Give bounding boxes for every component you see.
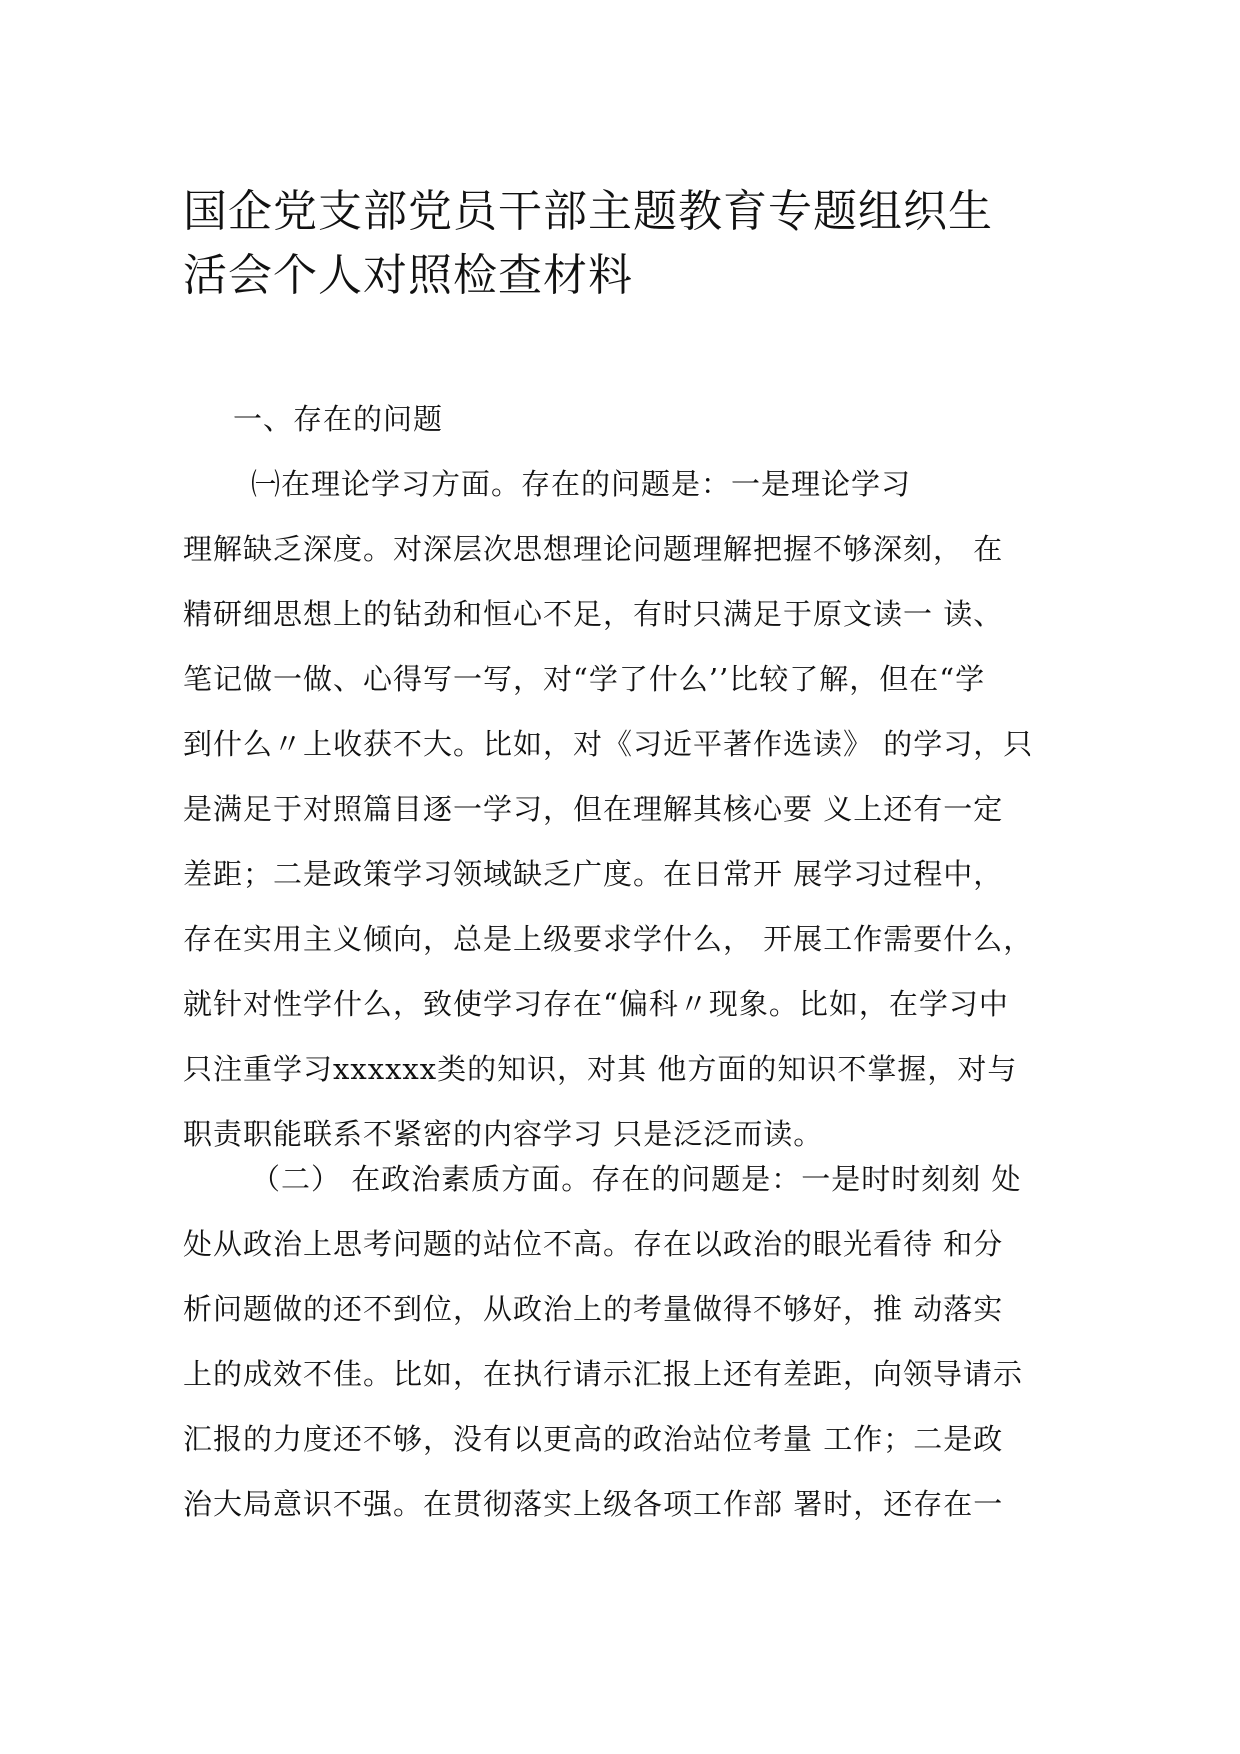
paragraph-line: 差距；二是政策学习领域缺乏广度。在日常开 展学习过程中， [183, 857, 1004, 891]
paragraph-line: 析问题做的还不到位，从政治上的考量做得不够好，推 动落实 [183, 1292, 1004, 1326]
paragraph-line: 理解缺乏深度。对深层次思想理论问题理解把握不够深刻， 在 [183, 532, 1004, 566]
section-heading-text: 一、存在的问题 [233, 402, 444, 436]
title-line: 活会个人对照检查材料 [183, 249, 633, 301]
paragraph-line: 汇报的力度还不够，没有以更高的政治站位考量 工作；二是政 [183, 1422, 1004, 1456]
paragraph-line: 治大局意识不强。在贯彻落实上级各项工作部 署时，还存在一 [183, 1487, 1004, 1521]
paragraph-line: （二） 在政治素质方面。存在的问题是：一是时时刻刻 处 [251, 1162, 1022, 1196]
paragraph-line: 处从政治上思考问题的站位不高。存在以政治的眼光看待 和分 [183, 1227, 1004, 1261]
paragraph-line: 笔记做一做、心得写一写，对“学了什么’’比较了解，但在“学 [183, 662, 986, 696]
paragraph-line: 存在实用主义倾向，总是上级要求学什么， 开展工作需要什么， [183, 922, 1034, 956]
title-line: 国企党支部党员干部主题教育专题组织生 [183, 186, 993, 237]
paragraph-political-quality [183, 1147, 1063, 1537]
section-heading [183, 387, 1063, 452]
paragraph-line: 是满足于对照篇目逐一学习，但在理解其核心要 义上还有一定 [183, 792, 1004, 826]
paragraph-line: 上的成效不佳。比如，在执行请示汇报上还有差距，向领导请示 [183, 1357, 1024, 1391]
document-title [183, 180, 1083, 308]
paragraph-line: 到什么〃上收获不大。比如，对《习近平著作选读》 的学习，只 [183, 727, 1034, 761]
paragraph-line: ㈠在理论学习方面。存在的问题是：一是理论学习 [251, 467, 912, 501]
paragraph-line: 就针对性学什么，致使学习存在“偏科〃现象。比如，在学习中 [183, 987, 1009, 1021]
paragraph-line: 精研细思想上的钻劲和恒心不足，有时只满足于原文读一 读、 [183, 597, 1004, 631]
paragraph-line: 只注重学习xxxxxx类的知识，对其 他方面的知识不掌握，对与 [183, 1052, 1018, 1086]
paragraph-theory-study [183, 452, 1063, 1167]
paragraph-line: 职责职能联系不紧密的内容学习 只是泛泛而读。 [183, 1117, 824, 1151]
